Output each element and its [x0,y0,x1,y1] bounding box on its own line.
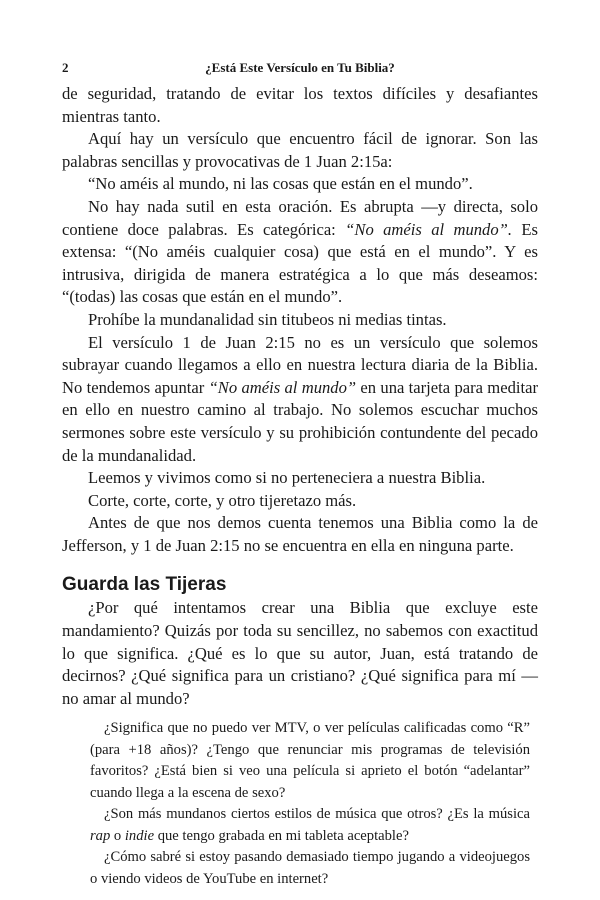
paragraph [62,196,538,309]
body-text [62,83,538,890]
quote-text: o [110,827,125,844]
paragraph-text: El versículo 1 de Juan 2:15 no es un versículo que solemos subrayar cuando llegamos a ello en nuestra lectura diaria de la Biblia. No tendemos apuntar [62,332,538,397]
emphasis: indie [124,827,155,844]
paragraph: de seguridad, tratando de evitar los textos difíciles y desafiantes mientras tanto. [62,84,538,126]
quote-paragraph: ¿Significa que no puedo ver MTV, o ver películas calificadas como “R” (para +18 años)? ¿Tengo que renunciar mis programas de televisión favoritos? ¿Está bien si veo una película si aprieto el botón “adelantar” cuando llega a la escena de sexo? [90,720,530,801]
paragraph: Prohíbe la mundanalidad sin titubeos ni medias tintas. [88,309,447,329]
emphasis: “No améis al mundo”. [345,219,513,239]
emphasis: “No améis al mundo” [208,377,357,397]
paragraph: Antes de que nos demos cuenta tenemos una Biblia como la de Jefferson, y 1 de Juan 2:15 no se encuentra en ella en ninguna parte. [62,513,538,555]
paragraph-text: Es extensa: “(No améis cualquier cosa) que está en el mundo”. Y es intrusiva, dirigida de manera estratégica a lo que más deseamos: “(todas) las cosas que están en el mundo”. [62,219,538,307]
paragraph: Corte, corte, corte, y otro tijeretazo más. [88,490,357,510]
page-number: 2 [62,60,69,75]
quote-paragraph: ¿Cómo sabré si estoy pasando demasiado tiempo jugando a videojuegos o viendo videos de YouTube en internet? [90,849,530,887]
quote-text: que tengo grabada en mi tableta aceptable? [154,827,409,844]
quote-text: ¿Son más mundanos ciertos estilos de música que otros? ¿Es la música [104,806,530,823]
running-header [62,60,538,82]
running-title: ¿Está Este Versículo en Tu Biblia? [205,60,395,75]
verse-quote: “No améis al mundo, ni las cosas que están en el mundo”. [88,174,473,194]
quote-paragraph [90,804,530,847]
paragraph [62,332,538,468]
emphasis: rap [90,827,111,844]
paragraph: Aquí hay un versículo que encuentro fácil de ignorar. Son las palabras sencillas y provocativas de 1 Juan 2:15a: [62,129,538,171]
section-heading: Guarda las Tijeras [62,574,227,596]
paragraph-text: No hay nada sutil en esta oración. Es abrupta —y directa, solo contiene doce palabras. Es categórica: [62,196,538,239]
paragraph-text: en una tarjeta para meditar en ello en nuestro camino al trabajo. No solemos escuchar muchos sermones sobre este versículo y su prohibición contundente del pecado de la mundanalidad. [62,377,538,465]
paragraph: Leemos y vivimos como si no perteneciera a nuestra Biblia. [88,468,486,488]
block-quote [90,718,530,890]
paragraph: ¿Por qué intentamos crear una Biblia que excluye este mandamiento? Quizás por toda su sencillez, no sabemos con exactitud lo que significa. ¿Qué es lo que su autor, Juan, está tratando de decirnos? ¿Qué significa para un cristiano? ¿Qué significa para mí —no amar al mundo? [62,598,538,708]
